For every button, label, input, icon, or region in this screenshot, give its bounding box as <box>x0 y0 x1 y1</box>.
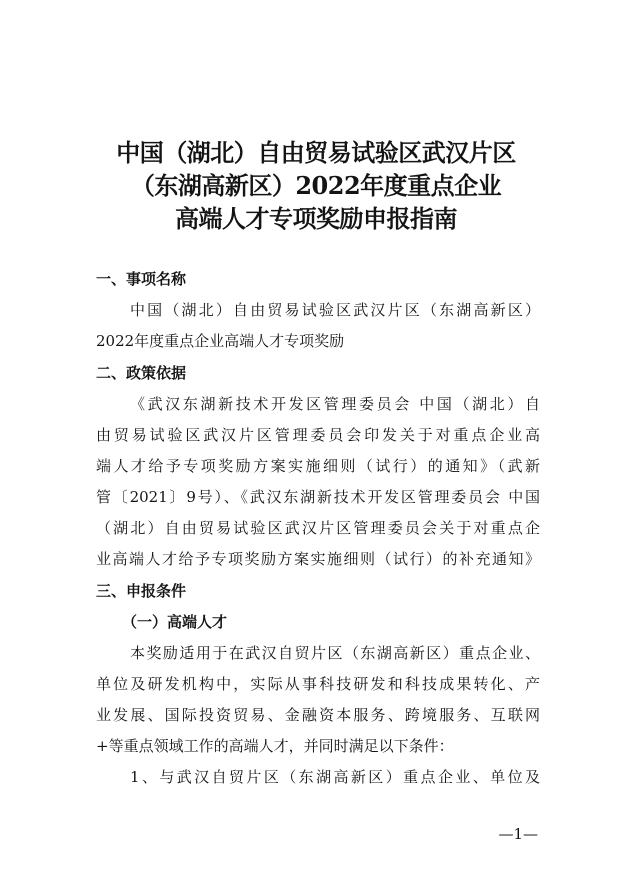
section-heading-application-conditions: 三、申报条件 <box>96 582 187 600</box>
section-heading-policy-basis: 二、政策依据 <box>96 364 187 382</box>
body-line: 2022年度重点企业高端人才专项奖励 <box>96 332 345 350</box>
body-line: 《武汉东湖新技术开发区管理委员会 中国（湖北）自 <box>130 395 540 413</box>
body-line: 业发展、国际投资贸易、金融资本服务、跨境服务、互联网 <box>96 706 540 724</box>
subsection-heading-high-end-talent: （一）高端人才 <box>122 613 228 631</box>
body-line: +等重点领域工作的高端人才，并同时满足以下条件： <box>96 737 454 755</box>
body-line: 本奖励适用于在武汉自贸片区（东湖高新区）重点企业、 <box>130 644 540 662</box>
body-line: 1、与武汉自贸片区（东湖高新区）重点企业、单位及 <box>130 768 540 786</box>
document-title-line-2: （东湖高新区）2022年度重点企业 <box>130 171 502 200</box>
section-heading-item-name: 一、事项名称 <box>96 270 187 288</box>
body-line: 管〔2021〕9号）、《武汉东湖新技术开发区管理委员会 中国 <box>96 488 540 506</box>
body-line: 由贸易试验区武汉片区管理委员会印发关于对重点企业高 <box>96 426 540 444</box>
body-line: 端人才给予专项奖励方案实施细则（试行）的通知》（武新 <box>96 457 540 475</box>
body-line: 业高端人才给予专项奖励方案实施细则（试行）的补充通知》 <box>96 550 540 568</box>
document-title-line-3: 高端人才专项奖励申报指南 <box>175 204 457 233</box>
body-line: 中国（湖北）自由贸易试验区武汉片区（东湖高新区） <box>130 301 540 319</box>
body-line: （湖北）自由贸易试验区武汉片区管理委员会关于对重点企 <box>96 519 540 537</box>
body-line: 单位及研发机构中，实际从事科技研发和科技成果转化、产 <box>96 675 540 693</box>
page-number: —1— <box>498 825 538 843</box>
document-title-line-1: 中国（湖北）自由贸易试验区武汉片区 <box>116 138 516 167</box>
